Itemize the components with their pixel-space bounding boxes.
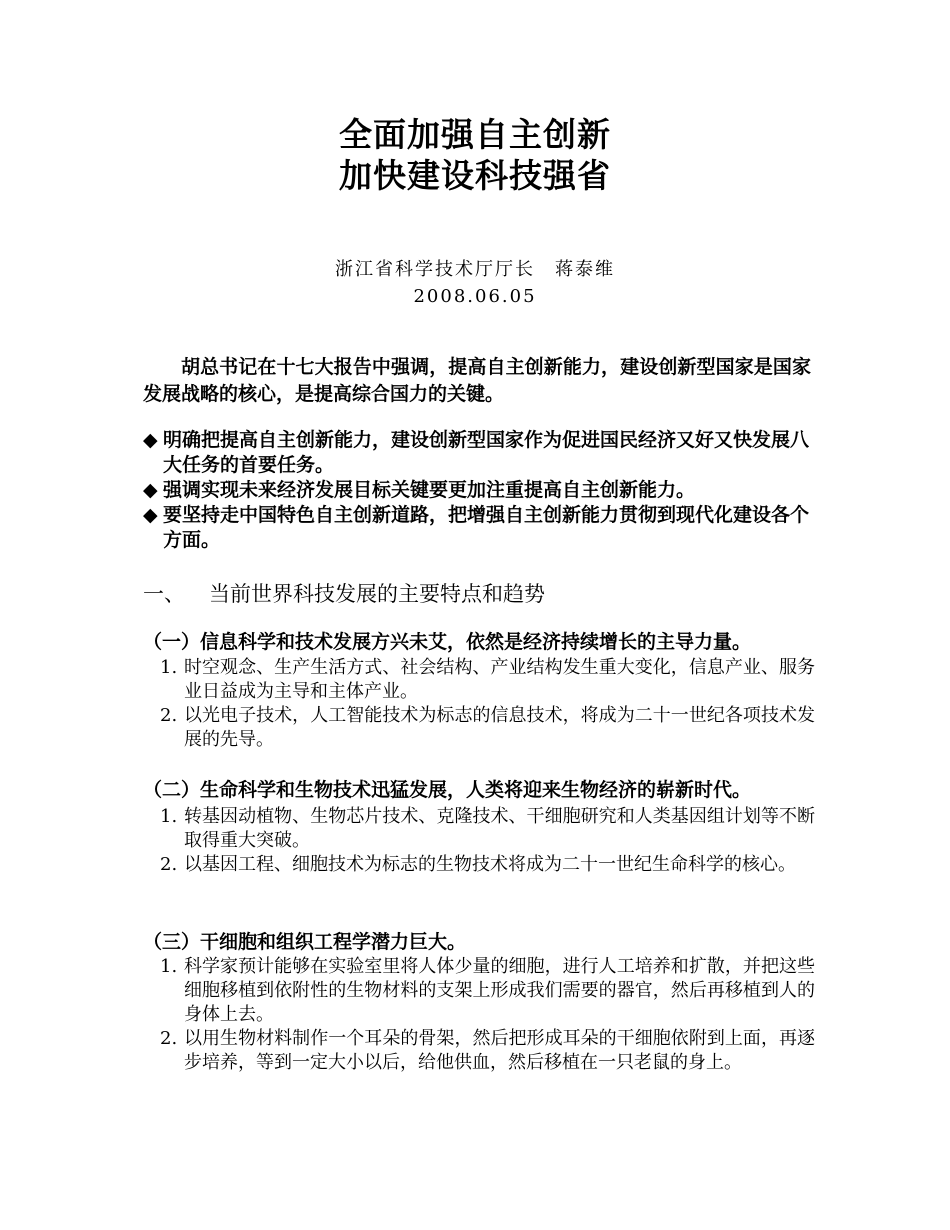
item-text: 以光电子技术，人工智能技术为标志的信息技术，将成为二十一世纪各项技术发展的先导。 (184, 705, 815, 750)
list-item (160, 853, 815, 877)
bullet-text: 明确把提高自主创新能力，建设创新型国家作为促进国民经济又好又快发展八大任务的首要任务。 (163, 429, 810, 476)
bullet-item (143, 478, 818, 503)
document-title-line-1: 全面加强自主创新 (339, 115, 611, 154)
bullet-item (143, 428, 818, 478)
bullet-item (143, 503, 818, 553)
date-line: 2008.06.05 (413, 286, 537, 307)
bullet-text: 要坚持走中国特色自主创新道路，把增强自主创新能力贯彻到现代化建设各个方面。 (163, 504, 810, 551)
list-item (160, 1027, 815, 1075)
subsection-list-1 (160, 656, 815, 752)
diamond-bullet-icon: ◆ (143, 479, 158, 501)
item-text: 时空观念、生产生活方式、社会结构、产业结构发生重大变化，信息产业、服务业日益成为主导和主体产业。 (184, 657, 815, 702)
section-title: 当前世界科技发展的主要特点和趋势 (209, 582, 545, 606)
author-line: 浙江省科学技术厅厅长 蒋泰维 (335, 259, 615, 280)
list-item (160, 955, 815, 1027)
item-text: 以用生物材料制作一个耳朵的骨架，然后把形成耳朵的干细胞依附到上面，再逐步培养，等到一定大小以后，给他供血，然后移植在一只老鼠的身上。 (184, 1028, 815, 1073)
section-number: 一、 (143, 582, 185, 606)
subsection-heading-2: （二）生命科学和生物技术迅猛发展，人类将迎来生物经济的崭新时代。 (143, 779, 752, 801)
diamond-bullet-icon: ◆ (143, 504, 158, 526)
item-number: 2. (160, 705, 178, 726)
item-number: 1. (160, 806, 178, 827)
list-item (160, 805, 815, 853)
intro-paragraph: 胡总书记在十七大报告中强调，提高自主创新能力，建设创新型国家是国家发展战略的核心，是提高综合国力的关键。 (143, 356, 811, 405)
bullet-text: 强调实现未来经济发展目标关键要更加注重提高自主创新能力。 (163, 479, 696, 501)
section-heading (143, 580, 545, 608)
item-text: 以基因工程、细胞技术为标志的生物技术将成为二十一世纪生命科学的核心。 (184, 854, 796, 875)
item-number: 1. (160, 657, 178, 678)
subsection-heading-1: （一）信息科学和技术发展方兴未艾，依然是经济持续增长的主导力量。 (143, 631, 752, 653)
document-title-line-2: 加快建设科技强省 (339, 156, 611, 195)
subsection-heading-3: （三）干细胞和组织工程学潜力巨大。 (143, 931, 467, 953)
item-number: 1. (160, 956, 178, 977)
item-number: 2. (160, 1028, 178, 1049)
item-text: 科学家预计能够在实验室里将人体少量的细胞，进行人工培养和扩散，并把这些细胞移植到依附性的生物材料的支架上形成我们需要的器官，然后再移植到人的身体上去。 (184, 956, 815, 1025)
item-text: 转基因动植物、生物芯片技术、克隆技术、干细胞研究和人类基因组计划等不断取得重大突破。 (184, 806, 815, 851)
subsection-list-2 (160, 805, 815, 877)
bullet-list (143, 428, 818, 553)
diamond-bullet-icon: ◆ (143, 429, 158, 451)
list-item (160, 656, 815, 704)
subsection-list-3 (160, 955, 815, 1075)
item-number: 2. (160, 854, 178, 875)
list-item (160, 704, 815, 752)
